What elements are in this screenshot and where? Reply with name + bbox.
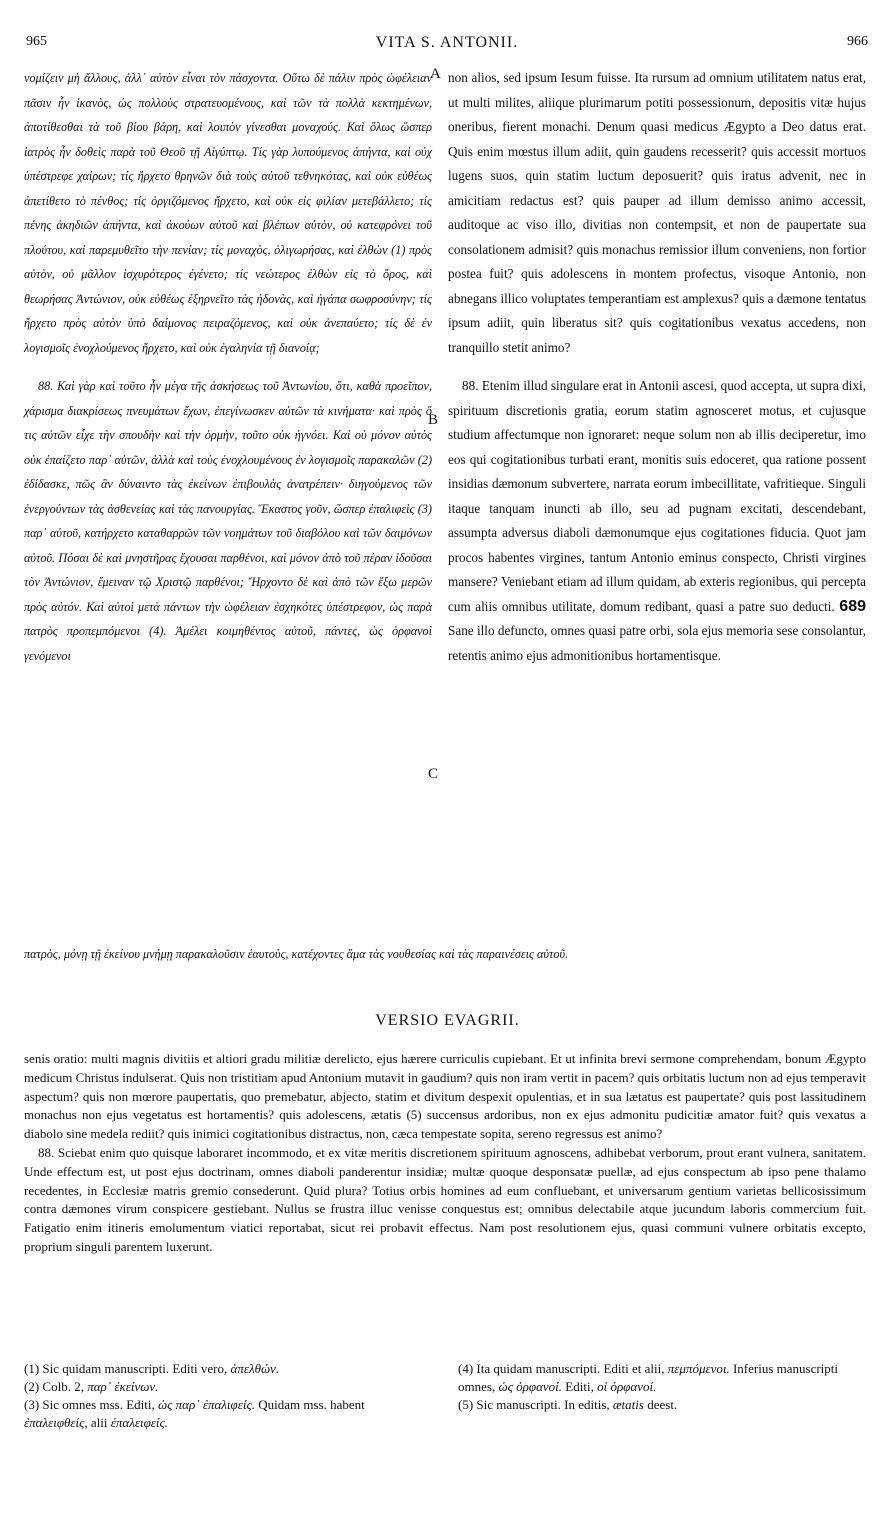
latin-paragraph-88-text: 88. Etenim illud singulare erat in Antonii ascesi, quod accepta, ut supra dixi, spirituum discretionis gratia, eorum statim agnosceret motus, et cujusque studium affectumque non ignoraret: neque solum non ab illis deciperetur, imo eos qui cogitationibus turbati erant, monitis suis edoceret, qua ratione possent insidias dæmonum subvertere, narrata eorum imbecillitate, vafritieque. Singuli itaque tanquam inuncti ab illo, seu ad pugnam excitati, descendebant, assumpta adversus diaboli dæmonumque ejus cogitationes fiducia. Quot jam procos habentes virgines, tantum Antonio eminus conspecto, Christi virgines mansere? Veniebant etiam ad illum quidam, ab exteris regionibus, qui percepta cum aliis omnibus utilitate, domum redibant, quasi a patre suo deducti. [448, 378, 866, 614]
page-number-right: 966 [847, 34, 868, 49]
latin-paragraph-88-end: Sane illo defuncto, omnes quasi patre orbi, sola ejus memoria sese consolantur, retentis animo ejus admonitionibus hortamentisque. [448, 623, 866, 663]
footnote-2: (2) Colb. 2, παρ᾽ ἐκείνων. [24, 1379, 159, 1394]
greek-continuation-line: πατρὸς, μόνῃ τῇ ἐκείνου μνήμῃ παρακαλοῦσιν ἑαυτοὺς, κατέχοντες ἅμα τὰς νουθεσίας καὶ τὰς παραινέσεις αὐτοῦ. [24, 947, 569, 961]
latin-paragraph-1: non alios, sed ipsum Iesum fuisse. Ita rursum ad omnium utilitatem natus erat, ut multi milites, aliique plurimarum potiti possessionum, depositis vitæ hujus oneribus, fierent monachi. Denum quasi medicus Ægypto a Deo datus erat. Quis enim mœstus illum adiit, quin gaudens recesserit? quis accessit mortuos lugens suos, quin statim luctum deposuerit? quis iratus advenit, nec in amicitiam redactus est? quis pauper ad illum demisso animo accessit, auditoque ac viso illo, divitias non contempsit, et non de paupertate sua consolationem admisit? quis monachus remissior illum conveniens, non fortior postea fuit? quis adolescens in montem profectus, visoque Antonio, non abnegans illico voluptates temperantiam est amplexus? quis a dæmone tentatus ipsum adiit, quin liberatus sit? quis cogitationibus vexatus accedens, non tranquillo stetit animo? [448, 70, 866, 355]
versio-paragraph-1: senis oratio: multi magnis divitiis et altiori gradu militiæ derelicto, ejus hærere curriculis cupiebant. Et ut infinita brevi sermone comprehendam, bonum Ægypto medicum Christus indulserat. Quis non tristitiam apud Antonium mutavit in gaudium? quis non iram vertit in pacem? quis orbitatis luctum non ad ejus temperavit aspectum? quis non mœrore paupertatis, quo premebatur, abjecto, statim et divitum despexit opulentias, et in sua lætatus est paupertate? quis post lassitudinem monachus non ejus vegetatus est hortamentis? quis adolescens, ætatis (5) succensus ardoribus, non ex ejus admonitu pudicitiæ amator fuit? quis vexatus a diabolo sine medela rediit? quis inimici cogitationibus distractus, non, cæca tempestate sopita, sereno regressus est animo? [24, 1051, 866, 1142]
greek-paragraph-1: νομίζειν μὴ ἄλλους, ἀλλ᾽ αὐτὸν εἶναι τὸν πάσχοντα. Οὕτω δὲ πάλιν πρὸς ὠφέλειαν πᾶσιν ἦν ἱκανὸς, ὡς πολλοὺς στρατευομένους, καὶ τῶν τὰ πολλὰ κεκτημένων, ἀποτίθεσθαι τὰ τοῦ βίου βάρη, καὶ λοιπὸν γίνεσθαι μοναχούς. Καὶ ὅλως ὥσπερ ἰατρὸς ἦν δοθεὶς παρὰ τοῦ Θεοῦ τῇ Αἰγύπτῳ. Τίς γὰρ λυπούμενος ἀπήντα, καὶ οὐχ ὑπέστρεφε χαίρων; τίς ἤρχετο θρηνῶν διὰ τοὺς αὐτοῦ τεθνηκότας, καὶ οὐκ εὐθέως ἀπετίθετο τὸ πένθος; τίς ὀργιζόμενος ἤρχετο, καὶ οὐκ εἰς φιλίαν μετεβάλλετο; τίς πένης ἀκηδιῶν ἀπήντα, καὶ ἀκούων αὐτοῦ καὶ βλέπων αὐτὸν, οὐ κατεφρόνει τοῦ πλούτου, καὶ παρεμυθεῖτο τὴν πενίαν; τίς μοναχὸς, ὀλιγωρήσας, καὶ ἐλθὼν (1) πρὸς αὐτὸν, οὐ μᾶλλον ἰσχυρότερος ἐγένετο; τίς νεώτερος ἐλθὼν εἰς τὸ ὄρος, καὶ θεωρήσας Ἀντώνιον, οὐκ εὐθέως ἐξηρνεῖτο τὰς ἡδονὰς, καὶ ἠγάπα σωφροσύνην; τίς ἤρχετο πρὸς αὐτὸν ὑπὸ δαίμονος πειραζόμενος, καὶ οὐκ ἀνεπαύετο; τίς δὲ ἐν λογισμοῖς ἐνοχλούμενος ἤρχετο, καὶ οὐκ ἐγαληνία τῇ διανοίᾳ; [24, 71, 432, 355]
page-header [26, 34, 868, 58]
margin-marker-b: B [428, 412, 439, 428]
margin-marker-a: A [430, 66, 441, 82]
versio-evagrii-text [24, 1050, 866, 1257]
greek-paragraph-88: 88. Καὶ γὰρ καὶ τοῦτο ἦν μέγα τῆς ἀσκήσεως τοῦ Ἀντωνίου, ὅτι, καθὰ προεῖπον, χάρισμα διακρίσεως πνευμάτων ἔχων, ἐπεγίνωσκεν αὐτῶν τὰ κινήματα· καὶ πρὸς ὅ τις αὐτῶν εἶχε τὴν σπουδὴν καὶ τὴν ὁρμὴν, τοῦτο οὐκ ἠγνόει. Καὶ οὐ μόνον αὐτὸς οὐκ ἐπαίζετο παρ᾽ αὐτῶν, ἀλλὰ καὶ τοὺς ἐνοχλουμένους ἐν λογισμοῖς παρακαλῶν (2) ἐδίδασκε, πῶς ἂν δύναιντο τὰς ἐκείνων ἐπιβουλὰς ἀνατρέπειν· διηγούμενος τῶν ἐνεργούντων τὰς ἀσθενείας καὶ τὰς πανουργίας. Ἕκαστος γοῦν, ὥσπερ ἐπαλιφεὶς (3) παρ᾽ αὐτοῦ, κατήρχετο καταθαρρῶν τῶν νοημάτων τοῦ διαβόλου καὶ τῶν δαιμόνων αὐτοῦ. Πόσαι δὲ καὶ μνηστῆρας ἔχουσαι παρθένοι, καὶ μόνον ἀπὸ τοῦ πέραν ἰδοῦσαι τὸν Ἀντώνιον, ἔμειναν τῷ Χριστῷ παρθένοι; Ἤρχοντο δὲ καὶ ἀπὸ τῶν ἔξω μερῶν πρὸς αὐτόν. Καὶ αὐτοὶ μετὰ πάντων τὴν ὠφέλειαν ἐσχηκότες ὑπέστρεφον, ὡς παρὰ πατρὸς προπεμπόμενοι (4). Ἀμέλει κοιμηθέντος αὐτοῦ, πάντες, ὡς ὀρφανοὶ γενόμενοι [24, 379, 432, 663]
versio-title: VERSIO EVAGRII. [375, 1012, 520, 1029]
versio-paragraph-88: 88. Sciebat enim quo quisque laboraret incommodo, et ex vitæ meritis discretionem spirituum agnoscens, adhibebat verborum, prout erant vulnera, sanitatem. Unde effectum est, ut post ejus doctrinam, omnes diaboli panderentur insidiæ; multæ quoque desponsatæ puellæ, ad ejus conspectum ab ipso pene thalamo recedentes, in Ecclesiæ matris gremio consederunt. Quid plura? Totius orbis homines ad eum confluebant, et universarum gentium varietas bellicosissimum contra dæmones virum conspicere gestiebant. Nullus se frustra illuc venisse conquestus est; omnibus delectabile atque jucundum laboris commercium fuit. Fatigatio enim itineris emolumentum viatici reportabat, sicut rei probavit effectus. Nam post resolutionem ejus, quasi communi vulnere orbitatis excepto, proprium singuli parentem luxerunt. [24, 1144, 866, 1254]
column-number-689: 689 [839, 597, 866, 615]
footnote-1: (1) Sic quidam manuscripti. Editi vero, ἀπελθών. [24, 1361, 280, 1376]
footnote-3: (3) Sic omnes mss. Editi, ὡς παρ᾽ ἐπαλιφείς. Quidam mss. habent ἐπαλειφθείς, alii ἐπαλειφείς. [24, 1397, 365, 1430]
footnote-5: (5) Sic manuscripti. In editis, ætatis deest. [458, 1397, 678, 1412]
footnotes-left [24, 1360, 424, 1432]
margin-marker-c: C [428, 766, 439, 782]
greek-column [24, 66, 432, 668]
latin-paragraph-88 [448, 374, 866, 668]
page-number-left: 965 [26, 34, 47, 49]
running-title: VITA S. ANTONII. [375, 34, 519, 51]
latin-column [448, 66, 866, 668]
footnote-4: (4) Ita quidam manuscripti. Editi et alii, πεμπόμενοι. Inferius manuscripti omnes, ὡς ὀρφανοί. Editi, οἱ ὀρφανοί. [458, 1361, 839, 1394]
footnotes-right [458, 1360, 868, 1414]
